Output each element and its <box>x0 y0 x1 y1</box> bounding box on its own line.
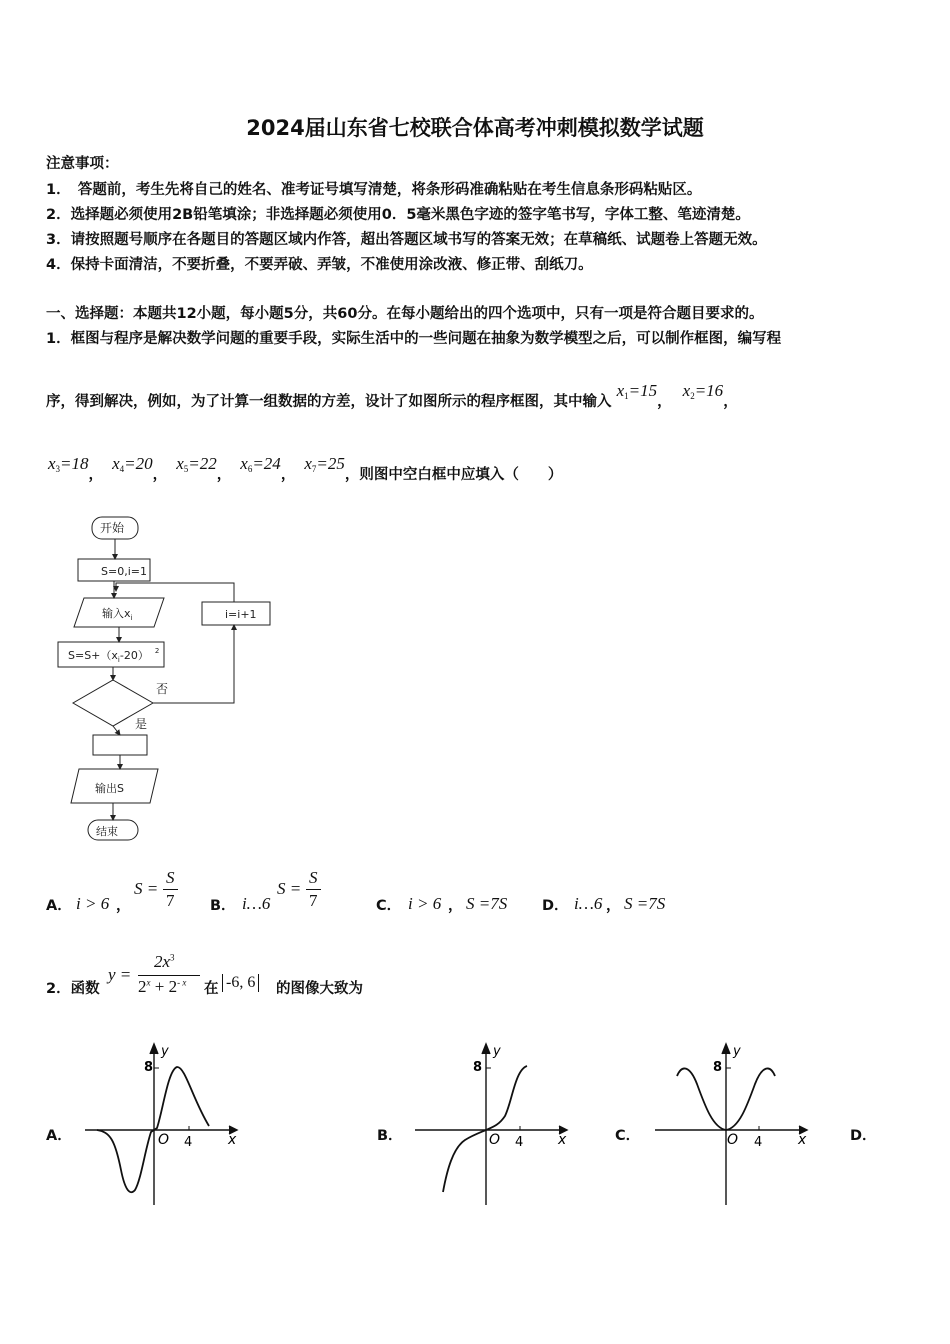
q1-option-b-num: S <box>309 868 318 887</box>
q1-line-3: $x_3=18$， $x_4=20$， $x_5=22$， $x_6=24$， $x_7=25$，则图中空白框中应填入（ ） <box>48 454 563 483</box>
graph-c-origin: O <box>727 1132 739 1148</box>
notice-heading: 注意事项： <box>46 156 119 172</box>
input-x3: $x_3=18$ <box>48 454 89 474</box>
q1-line-3-end: ，则图中空白框中应填入（ ） <box>344 467 563 483</box>
q2-option-a-label: A． <box>46 1128 72 1144</box>
q1-line-2: 序，得到解决，例如，为了计算一组数据的方差，设计了如图所示的程序框图，其中输入 $x_1=15$， $x_2=16$， <box>46 381 738 410</box>
flow-output: 输出S <box>95 782 124 795</box>
section-heading: 一、选择题：本题共12小题，每小题5分，共60分。在每小题给出的四个选项中，只有一项是符合题目要求的。 <box>46 306 764 322</box>
q2-option-c-label: C． <box>615 1128 641 1144</box>
input-x7: $x_7=25$ <box>304 454 345 474</box>
q2-prefix: 2．函数 <box>46 981 100 997</box>
input-x4: $x_4=20$ <box>112 454 153 474</box>
input-x2: $x_2=16$ <box>682 381 724 401</box>
graph-a-eight: 8 <box>144 1060 154 1075</box>
q1-option-a-cond: i > 6 <box>76 894 110 913</box>
q1-option-d-label: D． <box>542 898 569 914</box>
flow-blank-box <box>93 735 147 755</box>
notice-item-4: 4．保持卡面清洁，不要折叠，不要弄破、弄皱，不准使用涂改液、修正带、刮纸刀。 <box>46 257 593 273</box>
graph-a-four: 4 <box>184 1135 193 1150</box>
q1-option-a-lhs: S = <box>134 879 159 898</box>
q2-option-b-label: B． <box>377 1128 403 1144</box>
notice-item-3: 3．请按照题号顺序在各题目的答题区域内作答，超出答题区域书写的答案无效；在草稿纸、试题卷上答题无效。 <box>46 232 767 248</box>
graph-b-y: y <box>493 1044 501 1059</box>
input-x1: $x_1=15$ <box>616 381 658 401</box>
graph-a-origin: O <box>158 1132 170 1148</box>
q1-option-c-expr: S =7S <box>466 894 508 913</box>
flow-input: 输入$x_i$ <box>102 607 133 622</box>
q2-den: $2^x + 2^{- x}$ <box>138 977 187 996</box>
q2-graph-b <box>415 1040 575 1210</box>
flow-update: $S=S+(x_i-20)$ $^2$ <box>68 647 160 664</box>
graph-b-eight: 8 <box>473 1060 483 1075</box>
q2-lhs: y = <box>108 965 132 984</box>
graph-c-y: y <box>733 1044 741 1059</box>
flow-no-label: 否 <box>156 682 169 696</box>
flow-yes-label: 是 <box>135 717 148 731</box>
graph-c-x: x <box>798 1132 807 1148</box>
q1-option-b-lhs: S = <box>277 879 302 898</box>
q2-num: $2x^3$ <box>154 952 175 971</box>
graph-c-eight: 8 <box>713 1060 723 1075</box>
graph-c-four: 4 <box>754 1135 763 1150</box>
flow-start: 开始 <box>100 521 125 535</box>
notice-item-2: 2．选择题必须使用2B铅笔填涂；非选择题必须使用0．5毫米黑色字迹的签字笔书写，字体工整、笔迹清楚。 <box>46 207 750 223</box>
input-x5: $x_5=22$ <box>176 454 217 474</box>
q2-graph-a <box>85 1040 245 1210</box>
flow-init: S=0,i=1 <box>101 565 147 578</box>
q1-option-b-cond: i…6 <box>242 894 271 913</box>
q1-option-a-label: A． <box>46 898 72 914</box>
page-title: 2024届山东省七校联合体高考冲刺模拟数学试题 <box>246 116 704 140</box>
q2-graph-c <box>655 1040 815 1210</box>
notice-item-1: 1． 答题前，考生先将自己的姓名、准考证号填写清楚，将条形码准确粘贴在考生信息条形码粘贴区。 <box>46 182 702 198</box>
flow-end: 结束 <box>96 825 118 838</box>
graph-a-y: y <box>161 1044 169 1059</box>
q1-option-a-num: S <box>166 868 175 887</box>
q2-interval: -6, 6 <box>222 974 259 992</box>
q1-option-c-cond: i > 6 <box>408 894 442 913</box>
q1-option-b-label: B． <box>210 898 236 914</box>
q2-suffix: 的图像大致为 <box>276 981 363 997</box>
q2-mid: 在 <box>204 981 219 997</box>
graph-b-x: x <box>558 1132 567 1148</box>
q2-option-d-label: D． <box>850 1128 877 1144</box>
q1-options: A． i > 6 ， S = S 7 B． i…6 S = S 7 C． i > 6 ， S =7S D． i…6 ， S =7S <box>46 868 666 914</box>
graph-a-x: x <box>228 1132 237 1148</box>
q1-option-d-expr: S =7S <box>624 894 666 913</box>
q1-line-1: 1．框图与程序是解决数学问题的重要手段，实际生活中的一些问题在抽象为数学模型之后，可以制作框图，编写程 <box>46 331 782 347</box>
q1-option-a-den: 7 <box>166 891 175 910</box>
flowchart <box>40 505 290 850</box>
input-x6: $x_6=24$ <box>240 454 281 474</box>
q1-option-d-cond: i…6 <box>574 894 603 913</box>
q1-line-2-text: 序，得到解决，例如，为了计算一组数据的方差，设计了如图所示的程序框图，其中输入 <box>46 394 612 410</box>
graph-b-origin: O <box>489 1132 501 1148</box>
q2-question <box>46 950 546 1005</box>
graph-b-four: 4 <box>515 1135 524 1150</box>
q1-option-c-label: C． <box>376 898 402 914</box>
q1-option-b-den: 7 <box>309 891 318 910</box>
flow-increment: i=i+1 <box>225 608 257 621</box>
